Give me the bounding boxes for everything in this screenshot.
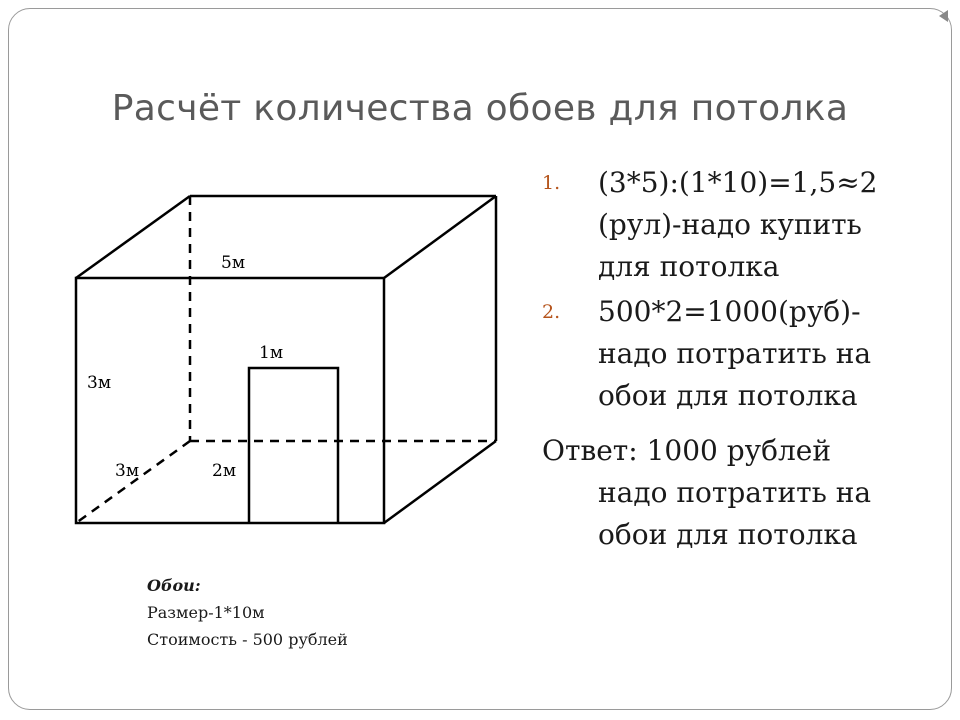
label-length: 5м	[221, 253, 246, 273]
door	[249, 368, 338, 523]
bottom-right-edge	[384, 441, 496, 523]
wallpaper-cost: Стоимость - 500 рублей	[147, 630, 348, 649]
hidden-left-bottom	[76, 441, 190, 523]
answer-rest: надо потратить на обои для потолка	[598, 476, 872, 551]
step-text: 500*2=1000(руб)-надо потратить на обои для потолка	[598, 295, 872, 412]
calculation-step	[542, 162, 922, 288]
step-number: 1.	[542, 172, 561, 194]
top-left-edge	[76, 196, 190, 278]
top-right-edge	[384, 196, 496, 278]
label-height: 3м	[87, 373, 112, 393]
slide-title: Расчёт количества обоев для потолка	[111, 88, 849, 129]
wallpaper-size: Размер-1*10м	[147, 603, 265, 622]
wallpaper-info	[147, 572, 348, 653]
step-number: 2.	[542, 301, 561, 323]
label-door-height: 2м	[212, 461, 237, 481]
calculation-step	[542, 291, 922, 417]
wallpaper-heading: Обои:	[147, 576, 201, 595]
label-width: 3м	[115, 461, 140, 481]
label-door-width: 1м	[259, 343, 284, 363]
calculation-steps	[542, 162, 922, 420]
answer-first-line: Ответ: 1000 рублей	[542, 434, 832, 467]
answer	[542, 430, 922, 556]
step-text: (3*5):(1*10)=1,5≈2 (рул)-надо купить для потолка	[598, 166, 878, 283]
